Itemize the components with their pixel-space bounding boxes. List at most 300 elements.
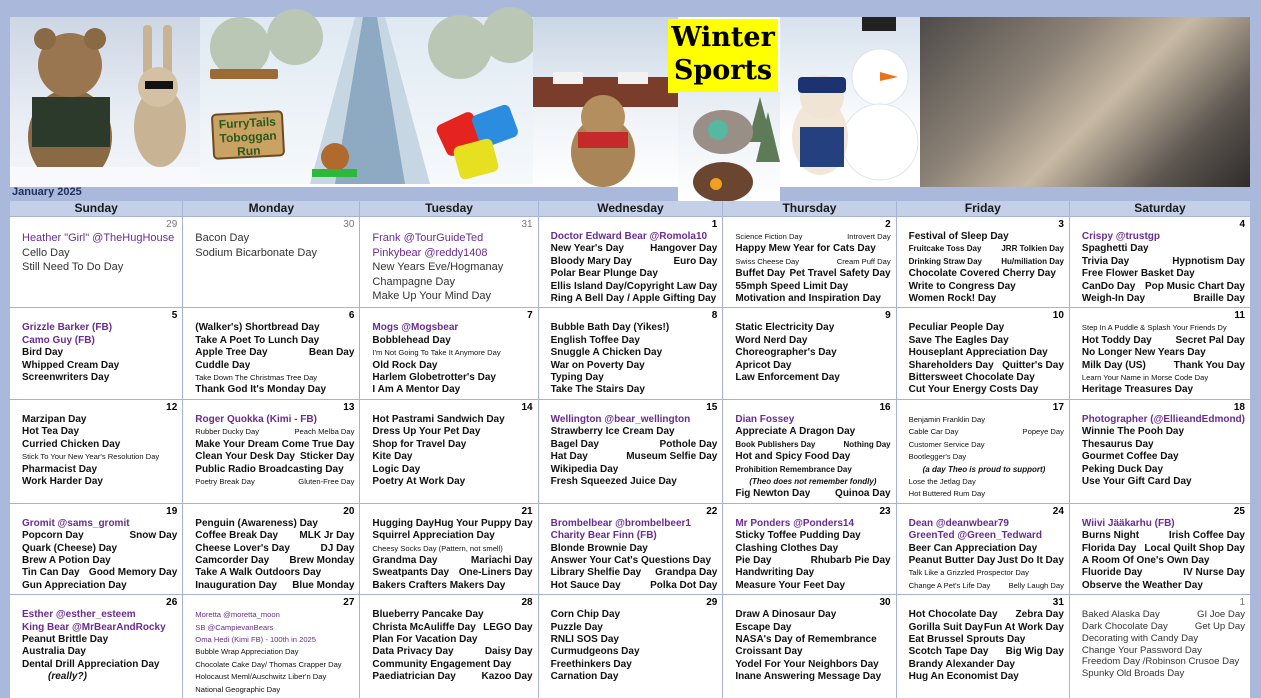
day-cell xyxy=(10,504,182,594)
observance-entry xyxy=(195,372,354,384)
observance-name: Penguin (Awareness) Day xyxy=(195,517,318,529)
day-cell xyxy=(183,400,359,503)
guest-bear-entry xyxy=(22,322,177,334)
day-cell xyxy=(897,595,1069,698)
observance-name: Pie Day xyxy=(735,554,772,566)
observance-entry xyxy=(735,426,890,438)
guest-name: Frank @TourGuideTed xyxy=(372,232,484,244)
observance-entry xyxy=(909,335,1064,347)
observance-name: Sticker Day xyxy=(299,451,355,463)
observance-name: Take A Poet To Lunch Day xyxy=(195,334,320,346)
observance-list xyxy=(22,322,177,384)
observance-name: Shareholders Day xyxy=(908,359,994,371)
observance-entry xyxy=(195,360,354,372)
observance-list xyxy=(1082,231,1245,305)
observance-name: Grandma Day xyxy=(372,554,438,566)
observance-name: (a day Theo is proud to support) xyxy=(922,464,1046,474)
observance-entry xyxy=(735,268,890,280)
observance-name: Science Fiction Day xyxy=(735,232,803,241)
winter-sports-sign xyxy=(668,19,778,93)
observance-entry xyxy=(735,476,890,488)
observance-name: Save The Eagles Day xyxy=(908,334,1009,346)
sledding-toys-photo xyxy=(678,92,780,202)
observance-name: Apple Tree Day xyxy=(195,347,268,359)
observance-entry xyxy=(909,488,1064,500)
observance-name: Dental Drill Appreciation Day xyxy=(22,658,160,670)
observance-entry xyxy=(22,260,177,275)
observance-name: Answer Your Cat's Questions Day xyxy=(550,554,712,566)
observance-name: Baked Alaska Day xyxy=(1081,609,1160,621)
observance-entry xyxy=(372,609,532,621)
observance-entry xyxy=(372,426,532,438)
observance-entry xyxy=(909,580,1064,592)
observance-name: Community Engagement Day xyxy=(372,658,512,670)
observance-list xyxy=(372,322,532,396)
observance-name: Corn Chip Day xyxy=(550,609,621,621)
observance-name: Spaghetti Day xyxy=(1081,243,1149,255)
observance-list xyxy=(551,322,718,396)
observance-name: Gun Appreciation Day xyxy=(22,579,127,591)
observance-name: Hot Chocolate Day xyxy=(908,609,998,621)
observance-list xyxy=(909,518,1064,592)
observance-name: Apricot Day xyxy=(735,359,792,371)
observance-name: Cream Puff Day xyxy=(836,256,891,266)
guest-name: Brombelbear @brombelbeer1 xyxy=(550,517,691,529)
observance-name: Hug Your Puppy Day xyxy=(434,517,533,529)
observance-entry xyxy=(195,464,354,476)
observance-entry xyxy=(551,426,718,438)
observance-entry xyxy=(372,567,532,579)
observance-entry xyxy=(22,439,177,451)
observance-entry xyxy=(22,347,177,359)
observance-name: Kazoo Day xyxy=(481,671,533,683)
observance-name: Bootlegger's Day xyxy=(908,452,967,462)
observance-name: Peculiar People Day xyxy=(908,322,1005,334)
observance-name: Cheesy Socks Day (Pattern, not smell) xyxy=(372,543,503,553)
day-cell xyxy=(539,504,723,594)
day-number: 19 xyxy=(166,505,178,517)
observance-name: LEGO Day xyxy=(483,621,533,633)
observance-name: New Years Eve/Hogmanay xyxy=(372,261,504,273)
observance-entry xyxy=(372,580,532,592)
observance-list xyxy=(909,414,1064,501)
observance-name: Scotch Tape Day xyxy=(908,646,989,658)
observance-name: CanDo Day xyxy=(1081,280,1136,292)
observance-entry xyxy=(22,634,177,646)
observance-list xyxy=(372,518,532,592)
observance-entry xyxy=(22,372,177,384)
guest-bear-entry xyxy=(22,231,177,246)
guest-bear-entry xyxy=(195,634,354,646)
day-cell xyxy=(897,504,1069,594)
observance-list xyxy=(195,609,354,696)
observance-name: Hot Buttered Rum Day xyxy=(908,489,986,499)
observance-entry xyxy=(909,347,1064,359)
day-cell xyxy=(183,595,359,698)
observance-entry xyxy=(372,530,532,542)
observance-name: Grandpa Day xyxy=(655,567,718,579)
observance-entry xyxy=(735,347,890,359)
day-number: 6 xyxy=(348,310,355,322)
observance-entry xyxy=(551,451,718,463)
toboggan-sign xyxy=(211,110,285,160)
observance-name: Fig Newton Day xyxy=(735,488,811,500)
observance-entry xyxy=(735,243,890,255)
observance-name: Happy Mew Year for Cats Day xyxy=(735,243,876,255)
observance-entry xyxy=(1082,668,1245,680)
observance-name: Burns Night xyxy=(1081,530,1140,542)
guest-name: GreenTed @Green_Tedward xyxy=(908,530,1042,542)
observance-name: Make Your Dream Come True Day xyxy=(195,438,355,450)
observance-name: Step In A Puddle & Splash Your Friends Dy xyxy=(1081,323,1227,333)
observance-name: Chocolate Cake Day/ Thomas Crapper Day xyxy=(195,659,342,669)
observance-entry xyxy=(909,414,1064,426)
observance-name: Braille Day xyxy=(1193,293,1245,305)
observance-name: Bean Day xyxy=(308,347,355,359)
observance-entry xyxy=(909,243,1064,255)
observance-name: Customer Service Day xyxy=(908,439,985,449)
observance-entry xyxy=(1082,609,1245,621)
observance-name: Cable Car Day xyxy=(908,427,959,437)
observance-name: Thank You Day xyxy=(1173,359,1245,371)
observance-name: Belly Laugh Day xyxy=(1008,580,1064,590)
observance-entry xyxy=(909,464,1064,476)
day-number: 27 xyxy=(343,597,355,609)
observance-entry xyxy=(551,322,718,334)
observance-entry xyxy=(372,451,532,463)
observance-entry xyxy=(195,451,354,463)
observance-name: JRR Tolkien Day xyxy=(1001,244,1064,254)
observance-entry xyxy=(1082,243,1245,255)
observance-name: Popeye Day xyxy=(1022,427,1064,437)
observance-name: Peanut Brittle Day xyxy=(22,633,109,645)
observance-name: Get Up Day xyxy=(1194,620,1245,632)
observance-entry xyxy=(195,335,354,347)
observance-name: Peking Duck Day xyxy=(1081,463,1164,475)
guest-bear-entry xyxy=(1082,231,1245,243)
observance-name: Buffet Day xyxy=(735,268,786,280)
observance-entry xyxy=(909,567,1064,579)
day-cell xyxy=(10,217,182,307)
observance-entry xyxy=(22,451,177,463)
observance-list xyxy=(1082,609,1245,680)
observance-name: Stick To Your New Year's Resolution Day xyxy=(22,452,160,462)
observance-name: Christa McAuliffe Day xyxy=(372,621,476,633)
day-number: 16 xyxy=(879,401,891,413)
observance-entry xyxy=(195,555,354,567)
observance-name: Typing Day xyxy=(550,372,604,384)
observance-entry xyxy=(1082,451,1245,463)
guest-name: Dean @deanwbear79 xyxy=(908,517,1009,529)
observance-name: Eat Brussel Sprouts Day xyxy=(908,633,1026,645)
guest-name: Roger Quokka (Kimi - FB) xyxy=(195,413,317,425)
guest-name: Doctor Edward Bear @Romola10 xyxy=(550,231,708,242)
observance-name: Women Rock! Day xyxy=(908,293,997,305)
observance-entry xyxy=(195,684,354,696)
observance-name: Work Harder Day xyxy=(22,475,103,487)
guest-name: Oma Hedi (Kimi FB) - 100th in 2025 xyxy=(195,634,316,644)
observance-list xyxy=(22,518,177,592)
observance-entry xyxy=(735,281,890,293)
guest-name: Gromit @sams_gromit xyxy=(22,517,130,529)
observance-entry xyxy=(909,609,1064,621)
guest-bear-entry xyxy=(372,246,532,261)
observance-name: Logic Day xyxy=(372,463,421,475)
observance-entry xyxy=(1082,476,1245,488)
observance-name: Florida Day xyxy=(1081,542,1137,554)
observance-name: Quitter's Day xyxy=(1002,359,1064,371)
guest-bear-entry xyxy=(735,518,890,530)
day-header-wednesday: Wednesday xyxy=(539,201,723,216)
observance-list xyxy=(372,231,532,304)
observance-list xyxy=(735,322,890,384)
observance-entry xyxy=(551,360,718,372)
observance-name: Snow Day xyxy=(129,530,178,542)
observance-name: Quinoa Day xyxy=(835,488,891,500)
observance-entry xyxy=(22,580,177,592)
observance-name: Croissant Day xyxy=(735,646,803,658)
observance-entry xyxy=(372,634,532,646)
observance-entry xyxy=(195,659,354,671)
day-cell xyxy=(539,308,723,398)
observance-name: Observe the Weather Day xyxy=(1081,579,1203,591)
day-number: 24 xyxy=(1052,505,1064,517)
observance-list xyxy=(735,414,890,501)
observance-entry xyxy=(195,231,354,246)
observance-entry xyxy=(551,243,718,255)
observance-name: Gorilla Suit Day xyxy=(908,621,984,633)
observance-entry xyxy=(735,488,890,500)
observance-name: Trivia Day xyxy=(1081,255,1130,267)
guest-bear-entry xyxy=(195,609,354,621)
observance-name: Secret Pal Day xyxy=(1175,334,1245,346)
toboggan-run-photo xyxy=(200,17,533,184)
observance-entry xyxy=(735,322,890,334)
day-number: 31 xyxy=(1052,597,1064,609)
guest-name: King Bear @MrBearAndRocky xyxy=(22,621,166,633)
observance-name: Puzzle Day xyxy=(550,621,603,633)
observance-name: Milk Day (US) xyxy=(1081,359,1146,371)
day-cell xyxy=(360,308,537,398)
day-number: 18 xyxy=(1233,401,1245,413)
observance-entry xyxy=(372,414,532,426)
day-header-friday: Friday xyxy=(897,201,1069,216)
sign-post xyxy=(210,69,278,79)
observance-entry xyxy=(22,246,177,261)
observance-name: Clashing Clothes Day xyxy=(735,542,839,554)
observance-entry xyxy=(372,646,532,658)
guest-bear-entry xyxy=(551,414,718,426)
observance-list xyxy=(551,518,718,592)
observance-name: Hugging Day xyxy=(372,517,435,529)
observance-name: Change A Pet's Life Day xyxy=(908,580,991,590)
observance-name: Word Nerd Day xyxy=(735,334,808,346)
observance-name: One-Liners Day xyxy=(458,567,533,579)
observance-name: Motivation and Inspiration Day xyxy=(735,293,881,305)
day-number: 30 xyxy=(343,219,355,230)
observance-entry xyxy=(22,464,177,476)
observance-entry xyxy=(1082,645,1245,657)
observance-name: Museum Selfie Day xyxy=(626,451,718,463)
sign-line2: Sports xyxy=(673,55,773,86)
observance-entry xyxy=(195,518,354,530)
observance-entry xyxy=(22,414,177,426)
observance-entry xyxy=(551,622,718,634)
observance-name: RNLI SOS Day xyxy=(550,633,619,645)
observance-entry xyxy=(735,646,890,658)
observance-name: Free Flower Basket Day xyxy=(1081,268,1195,280)
observance-entry xyxy=(22,360,177,372)
observance-list xyxy=(195,414,354,488)
observance-name: Ring A Bell Day / Apple Gifting Day xyxy=(550,293,717,305)
observance-name: Fluoride Day xyxy=(1081,567,1143,579)
observance-entry xyxy=(551,580,718,592)
observance-entry xyxy=(372,439,532,451)
observance-name: Houseplant Appreciation Day xyxy=(908,347,1048,359)
observance-name: Hot Pastrami Sandwich Day xyxy=(372,413,505,425)
observance-name: Pharmacist Day xyxy=(22,463,98,475)
observance-list xyxy=(551,231,718,305)
observance-name: Spunky Old Broads Day xyxy=(1081,668,1185,680)
observance-name: Holocaust Meml/Auschwitz Liber'n Day xyxy=(195,672,327,682)
day-cell xyxy=(1070,504,1250,594)
day-number: 20 xyxy=(343,505,355,517)
guest-name: Camo Guy (FB) xyxy=(22,334,95,346)
day-number: 25 xyxy=(1233,505,1245,517)
observance-name: Brew A Potion Day xyxy=(22,554,111,566)
observance-entry xyxy=(22,671,177,683)
observance-list xyxy=(22,609,177,683)
observance-list xyxy=(372,609,532,683)
day-number: 21 xyxy=(521,505,533,517)
observance-list xyxy=(551,609,718,683)
observance-name: Local Quilt Shop Day xyxy=(1144,542,1245,554)
observance-entry xyxy=(1082,384,1245,396)
observance-name: Plan For Vacation Day xyxy=(372,633,478,645)
observance-name: Sodium Bicarbonate Day xyxy=(195,246,317,259)
observance-name: National Geographic Day xyxy=(195,684,281,694)
day-cell xyxy=(360,504,537,594)
guest-name: Moretta @moretta_moon xyxy=(195,610,280,620)
observance-name: Hot Sauce Day xyxy=(550,579,621,591)
observance-name: Data Privacy Day xyxy=(372,646,454,658)
observance-entry xyxy=(195,580,354,592)
observance-list xyxy=(372,414,532,488)
observance-entry xyxy=(909,256,1064,268)
observance-entry xyxy=(372,622,532,634)
day-cell xyxy=(723,400,895,503)
day-cell xyxy=(539,595,723,698)
observance-name: Lose the Jetlag Day xyxy=(908,476,976,486)
observance-name: Write to Congress Day xyxy=(908,280,1016,292)
observance-name: Drinking Straw Day xyxy=(908,256,982,266)
observance-list xyxy=(909,231,1064,305)
day-cell xyxy=(1070,217,1250,307)
observance-name: Draw A Dinosaur Day xyxy=(735,609,837,621)
observance-name: Decorating with Candy Day xyxy=(1081,632,1199,644)
observance-name: Ellis Island Day/Copyright Law Day xyxy=(550,280,718,292)
observance-name: No Longer New Years Day xyxy=(1081,347,1206,359)
observance-name: Sticky Toffee Pudding Day xyxy=(735,530,861,542)
observance-entry xyxy=(909,646,1064,658)
observance-entry xyxy=(551,543,718,555)
observance-name: Rubber Ducky Day xyxy=(195,427,260,437)
observance-name: Blue Monday xyxy=(292,579,355,591)
observance-entry xyxy=(195,567,354,579)
observance-entry xyxy=(372,555,532,567)
day-cell xyxy=(897,217,1069,307)
observance-entry xyxy=(551,335,718,347)
guest-bear-entry xyxy=(22,335,177,347)
guest-bear-entry xyxy=(909,530,1064,542)
observance-list xyxy=(195,518,354,592)
observance-entry xyxy=(372,476,532,488)
observance-list xyxy=(1082,322,1245,396)
observance-entry xyxy=(735,609,890,621)
observance-entry xyxy=(735,530,890,542)
observance-name: Cuddle Day xyxy=(195,359,251,371)
observance-name: Camcorder Day xyxy=(195,554,270,566)
observance-entry xyxy=(1082,426,1245,438)
day-number: 10 xyxy=(1052,310,1064,322)
day-number: 9 xyxy=(885,310,891,322)
observance-list xyxy=(909,322,1064,396)
observance-entry xyxy=(551,372,718,384)
guest-bear-entry xyxy=(551,530,718,542)
day-cell xyxy=(723,595,895,698)
observance-entry xyxy=(195,671,354,683)
observance-entry xyxy=(1082,656,1245,668)
observance-name: Public Radio Broadcasting Day xyxy=(195,463,344,475)
observance-name: (Theo does not remember fondly) xyxy=(749,476,877,486)
observance-name: Bobblehead Day xyxy=(372,334,451,346)
observance-name: English Toffee Day xyxy=(550,334,640,346)
observance-entry xyxy=(735,372,890,384)
observance-entry xyxy=(909,231,1064,243)
day-cell xyxy=(723,217,895,307)
observance-list xyxy=(735,609,890,683)
observance-name: Library Shelfie Day xyxy=(550,567,642,579)
day-number: 1 xyxy=(711,219,718,230)
observance-name: Hypnotism Day xyxy=(1172,255,1245,267)
observance-list xyxy=(735,518,890,592)
guest-name: Mogs @Mogsbear xyxy=(372,322,459,334)
observance-list xyxy=(1082,518,1245,592)
observance-entry xyxy=(195,347,354,359)
day-number: 14 xyxy=(521,401,533,413)
observance-name: Brew Monday xyxy=(289,554,355,566)
day-cell xyxy=(183,217,359,307)
guest-name: Pinkybear @reddy1408 xyxy=(372,246,488,259)
day-cell xyxy=(360,595,537,698)
observance-entry xyxy=(735,360,890,372)
day-cell xyxy=(1070,308,1250,398)
observance-name: Hug An Economist Day xyxy=(908,671,1019,683)
observance-entry xyxy=(1082,580,1245,592)
observance-name: Quark (Cheese) Day xyxy=(22,542,118,554)
observance-name: New Year's Day xyxy=(550,243,624,255)
observance-name: Inane Answering Message Day xyxy=(735,671,882,683)
guest-name: Mr Ponders @Ponders14 xyxy=(735,517,855,529)
observance-name: Brandy Alexander Day xyxy=(908,658,1015,670)
observance-entry xyxy=(735,671,890,683)
observance-entry xyxy=(909,543,1064,555)
day-number: 29 xyxy=(706,597,718,609)
observance-name: Whipped Cream Day xyxy=(22,359,120,371)
observance-entry xyxy=(372,289,532,304)
observance-entry xyxy=(909,451,1064,463)
observance-entry xyxy=(551,268,718,280)
